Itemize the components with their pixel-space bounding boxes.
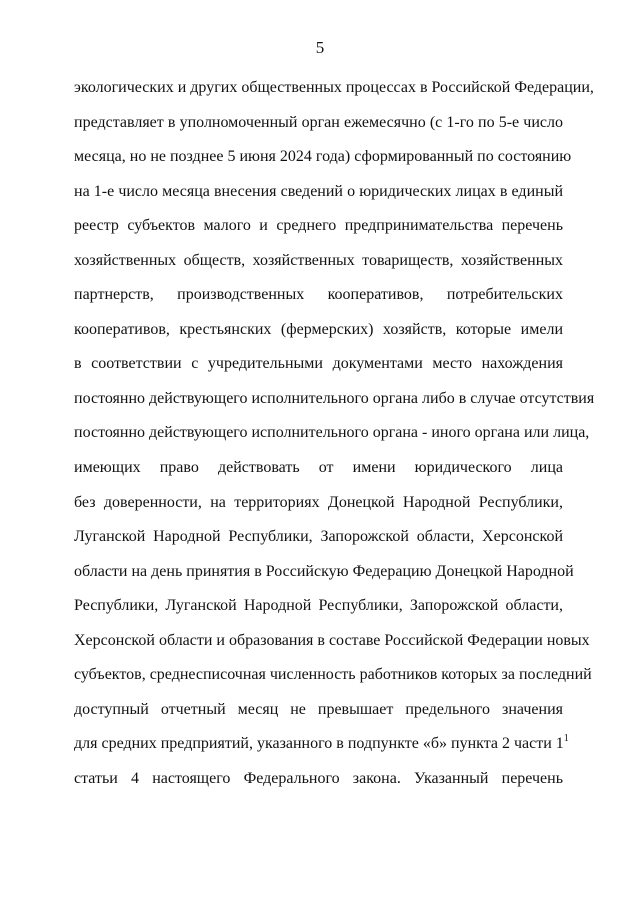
text-line: реестр субъектов малого и среднего предпринимательства перечень [74, 217, 563, 235]
text-line: экологических и других общественных процессах в Российской Федерации, [74, 79, 594, 96]
text-line: постоянно действующего исполнительного органа - иного органа или лица, [74, 424, 590, 442]
document-body-text [74, 71, 595, 796]
text-line: субъектов, среднесписочная численность работников которых за последний [74, 666, 592, 684]
text-line: области на день принятия в Российскую Федерацию Донецкой Народной [74, 562, 574, 580]
text-line: доступный отчетный месяц не превышает предельного значения [74, 700, 563, 718]
text-line: постоянно действующего исполнительного органа либо в случае отсутствия [74, 389, 595, 407]
text-line: в соответствии с учредительными документами место нахождения [74, 355, 563, 373]
text-line: представляет в уполномоченный орган ежемесячно (с 1-го по 5-е число [74, 113, 563, 131]
text-line-with-footnote [74, 727, 569, 762]
footnote-superscript: 1 [563, 733, 569, 745]
text-line: партнерств, производственных кооперативов, потребительских [74, 286, 563, 304]
text-line: Херсонской области и образования в составе Российской Федерации новых [74, 631, 590, 649]
text-line-content: для средних предприятий, указанного в подпункте «б» пункта 2 части 1 [74, 735, 564, 753]
text-line: Луганской Народной Республики, Запорожской области, Херсонской [74, 528, 563, 546]
text-line: на 1-е число месяца внесения сведений о юридических лицах в единый [74, 182, 563, 200]
page-number: 5 [315, 38, 325, 57]
text-line: Республики, Луганской Народной Республики, Запорожской области, [74, 597, 563, 615]
text-line: без доверенности, на территориях Донецкой Народной Республики, [74, 493, 563, 511]
text-line: кооперативов, крестьянских (фермерских) хозяйств, которые имели [74, 320, 563, 338]
text-line: статьи 4 настоящего Федерального закона. Указанный перечень [74, 769, 563, 787]
text-line: месяца, но не позднее 5 июня 2024 года) сформированный по состоянию [74, 148, 572, 166]
text-line: имеющих право действовать от имени юридического лица [74, 459, 563, 477]
text-line: хозяйственных обществ, хозяйственных товариществ, хозяйственных [74, 251, 563, 269]
